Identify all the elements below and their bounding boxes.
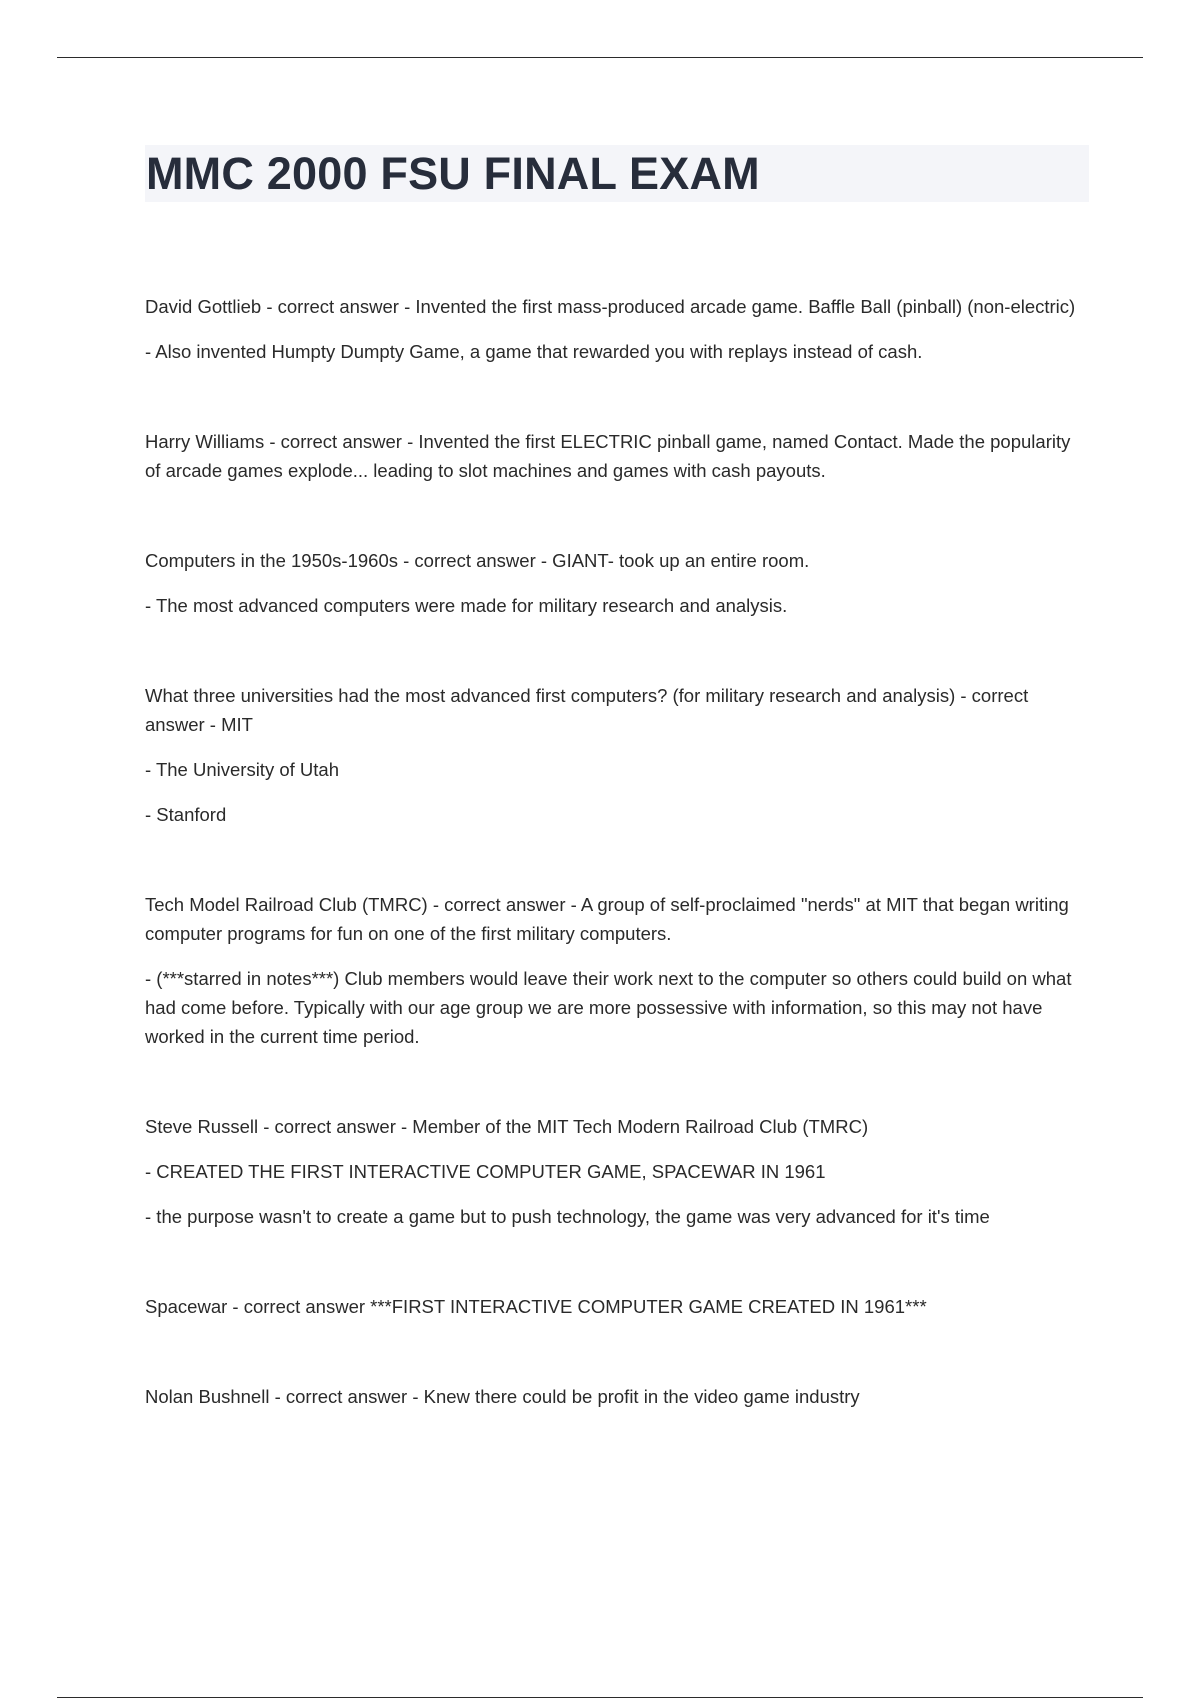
entry-line: - The University of Utah: [145, 759, 339, 780]
entry-line: Steve Russell - correct answer - Member of the MIT Tech Modern Railroad Club (TMRC): [145, 1116, 869, 1137]
entry-nolan-bushnell: [145, 1382, 1080, 1411]
entry-line: - (***starred in notes***) Club members would leave their work next to the computer so others could build on what had come before. Typically with our age group we are more possessive with information, so this may not have worked in the current time period.: [145, 968, 1072, 1047]
entry-line: - Also invented Humpty Dumpty Game, a game that rewarded you with replays instead of cash.: [145, 341, 923, 362]
entry-line: Nolan Bushnell - correct answer - Knew there could be profit in the video game industry: [145, 1386, 860, 1407]
document-body: [145, 292, 1080, 1472]
entry-spacewar: [145, 1292, 1080, 1321]
top-rule: [57, 57, 1143, 58]
entry-line: - The most advanced computers were made for military research and analysis.: [145, 595, 788, 616]
entry-tmrc: [145, 890, 1080, 1051]
entry-line: - CREATED THE FIRST INTERACTIVE COMPUTER GAME, SPACEWAR IN 1961: [145, 1161, 826, 1182]
entry-line: Harry Williams - correct answer - Invented the first ELECTRIC pinball game, named Contact. Made the popularity of arcade games explode... leading to slot machines and games with cash payouts.: [145, 431, 1071, 481]
entry-computers-1950s: [145, 546, 1080, 620]
entry-line: David Gottlieb - correct answer - Invented the first mass-produced arcade game. Baffle Ball (pinball) (non-electric): [145, 296, 1076, 317]
document-title: MMC 2000 FSU FINAL EXAM: [146, 148, 760, 199]
entry-harry-williams: [145, 427, 1080, 485]
entry-steve-russell: [145, 1112, 1080, 1231]
entry-david-gottlieb: [145, 292, 1080, 366]
entry-three-universities: [145, 681, 1080, 829]
entry-line: - Stanford: [145, 804, 227, 825]
entry-line: What three universities had the most advanced first computers? (for military research and analysis) - correct answer - MIT: [145, 685, 1029, 735]
entry-line: Tech Model Railroad Club (TMRC) - correct answer - A group of self-proclaimed "nerds" at MIT that began writing computer programs for fun on one of the first military computers.: [145, 894, 1069, 944]
bottom-rule: [57, 1697, 1143, 1698]
entry-line: - the purpose wasn't to create a game but to push technology, the game was very advanced for it's time: [145, 1206, 990, 1227]
entry-line: Computers in the 1950s-1960s - correct answer - GIANT- took up an entire room.: [145, 550, 810, 571]
entry-line: Spacewar - correct answer ***FIRST INTERACTIVE COMPUTER GAME CREATED IN 1961***: [145, 1296, 927, 1317]
